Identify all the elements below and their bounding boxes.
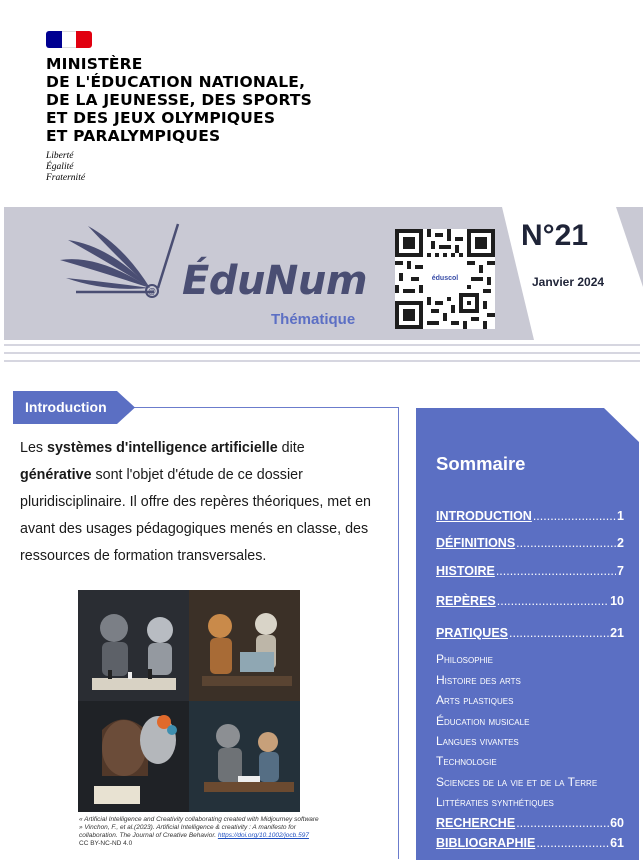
toc-item-label: DÉFINITIONS — [436, 536, 516, 550]
toc-item-page: 2 — [617, 536, 624, 550]
toc-subitem[interactable]: Histoire des arts — [436, 673, 521, 687]
ministry-line: DE L'ÉDUCATION NATIONALE, — [46, 73, 306, 91]
toc-subitem[interactable]: Éducation musicale — [436, 714, 530, 728]
introduction-heading: Introduction — [25, 399, 107, 415]
motto-line: Fraternité — [46, 173, 86, 183]
toc-item-label: RECHERCHE — [436, 816, 516, 830]
toc-item-page: 7 — [617, 564, 624, 578]
introduction-paragraph — [20, 435, 380, 570]
ministry-line: MINISTÈRE — [46, 55, 143, 73]
motto-line: Liberté — [46, 151, 74, 161]
toc-item-page: 1 — [617, 509, 624, 523]
issue-date: Janvier 2024 — [532, 275, 605, 289]
toc-item-pratiques[interactable] — [436, 626, 624, 640]
book-logo-icon — [58, 222, 184, 304]
toc-item-page: 61 — [610, 836, 624, 850]
artwork-caption — [79, 816, 319, 848]
brand-subtitle: Thématique — [271, 311, 356, 328]
ministry-line: ET DES JEUX OLYMPIQUES — [46, 109, 276, 127]
intro-text-part: dite — [277, 440, 305, 456]
issue-number: N°21 — [521, 219, 589, 252]
sommaire-title: Sommaire — [436, 453, 526, 474]
republic-motto — [46, 151, 85, 184]
toc-item-label: HISTOIRE — [436, 564, 495, 578]
toc-item-introduction[interactable] — [436, 509, 624, 523]
ai-creativity-artwork — [78, 590, 300, 812]
toc-subitem[interactable]: Philosophie — [436, 652, 493, 666]
toc-item-page: 21 — [610, 626, 624, 640]
toc-item-histoire[interactable] — [436, 564, 624, 578]
edunum-brand: ÉduNum — [182, 258, 368, 304]
intro-text-part: sont l'objet d'étude de ce dossier pluridisciplinaire. Il offre des repères théoriques, met en avant des usages pédagogiques menés en classe, des ressources de formation transversales. — [20, 467, 371, 564]
toc-subitem[interactable]: Technologie — [436, 754, 497, 768]
toc-item-reperes[interactable] — [436, 594, 624, 608]
ministry-line: ET PARALYMPIQUES — [46, 127, 221, 145]
toc-subitem[interactable]: Langues vivantes — [436, 734, 519, 748]
caption-doi-link[interactable]: https://doi.org/10.1002/jocb.597 — [217, 832, 309, 839]
toc-subitem[interactable]: Littératies synthétiques — [436, 795, 554, 809]
toc-item-label: PRATIQUES — [436, 626, 508, 640]
toc-item-recherche[interactable] — [436, 816, 624, 830]
qr-eduscol-label: éduscol — [424, 273, 466, 284]
toc-item-label: BIBLIOGRAPHIE — [436, 836, 536, 850]
svg-text:@: @ — [148, 287, 156, 296]
intro-keyword: systèmes d'intelligence artificielle — [47, 440, 278, 456]
banner-divider — [4, 344, 640, 368]
toc-item-bibliographie[interactable] — [436, 836, 624, 850]
toc-subitem[interactable]: Arts plastiques — [436, 693, 514, 707]
intro-text-part: Les — [20, 440, 48, 456]
intro-keyword: générative — [20, 467, 92, 483]
ministry-name — [46, 55, 312, 145]
ministry-line: DE LA JEUNESSE, DES SPORTS — [46, 91, 313, 109]
toc-item-page: 10 — [610, 594, 624, 608]
toc-item-definitions[interactable] — [436, 536, 624, 550]
caption-license: CC BY-NC-ND 4.0 — [79, 840, 133, 847]
caption-text: « Artificial Intelligence and Creativity collaborating created with Midjourney software » Vinchon, F., et al.(2023). Artificial Intelligence & creativity : A manifesto for collaboration. The Journal of Creative Behavior. — [79, 816, 319, 839]
toc-subitem[interactable]: Sciences de la vie et de la Terre — [436, 775, 598, 789]
toc-item-label: INTRODUCTION — [436, 509, 532, 523]
toc-item-label: REPÈRES — [436, 594, 496, 608]
republic-flag-logo — [46, 31, 92, 48]
toc-item-page: 60 — [610, 816, 624, 830]
motto-line: Égalité — [46, 162, 74, 172]
